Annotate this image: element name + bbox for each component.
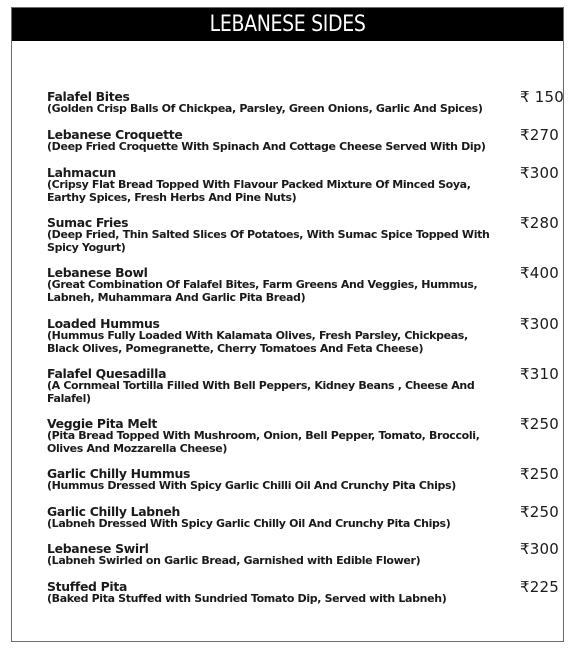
- menu-item-name: Garlic Chilly Labneh: [47, 504, 181, 519]
- menu-item-description: (Labneh Dressed With Spicy Garlic Chilly Oil And Crunchy Pita Chips): [47, 517, 451, 530]
- menu-header: [12, 8, 563, 41]
- menu-item-name: Lahmacun: [47, 165, 116, 180]
- menu-item-description: (Deep Fried Croquette With Spinach And Cottage Cheese Served With Dip): [47, 140, 486, 153]
- menu-item-description: (Hummus Fully Loaded With Kalamata Olives, Fresh Parsley, Chickpeas, Black Olives, Pomegranette, Cherry Tomatoes And Feta Cheese): [47, 329, 468, 355]
- menu-item-falafel-bites: [47, 88, 564, 116]
- menu-item-price: ₹280: [520, 214, 559, 232]
- menu-item-description: (Hummus Dressed With Spicy Garlic Chilli Oil And Crunchy Pita Chips): [47, 479, 456, 492]
- menu-item-name: Loaded Hummus: [47, 316, 160, 331]
- menu-item-loaded-hummus: [47, 315, 559, 355]
- menu-item-name: Lebanese Swirl: [47, 541, 149, 556]
- menu-item-stuffed-pita: [47, 578, 559, 606]
- menu-item-price: ₹400: [520, 264, 559, 282]
- menu-item-name: Sumac Fries: [47, 215, 129, 230]
- menu-item-veggie-pita-melt: [47, 415, 559, 455]
- menu-item-description: (Baked Pita Stuffed with Sundried Tomato Dip, Served with Labneh): [47, 592, 447, 605]
- menu-item-price: ₹300: [520, 540, 559, 558]
- menu-item-name: Falafel Quesadilla: [47, 366, 167, 381]
- menu-item-name: Stuffed Pita: [47, 579, 128, 594]
- menu-item-price: ₹250: [520, 465, 559, 483]
- menu-item-price: ₹250: [520, 415, 559, 433]
- menu-item-lebanese-swirl: [47, 540, 559, 568]
- menu-item-description: (A Cornmeal Tortilla Filled With Bell Peppers, Kidney Beans , Cheese And Falafel): [47, 379, 475, 405]
- menu-item-falafel-quesadilla: [47, 365, 559, 405]
- menu-item-garlic-chilly-hummus: [47, 465, 559, 493]
- menu-item-description: (Golden Crisp Balls Of Chickpea, Parsley, Green Onions, Garlic And Spices): [47, 102, 483, 115]
- menu-item-lebanese-croquette: [47, 126, 559, 154]
- menu-item-price: ₹ 150: [520, 88, 564, 106]
- menu-item-name: Garlic Chilly Hummus: [47, 466, 191, 481]
- menu-item-price: ₹250: [520, 503, 559, 521]
- menu-item-name: Lebanese Bowl: [47, 265, 148, 280]
- menu-item-name: Veggie Pita Melt: [47, 416, 158, 431]
- menu-title: LEBANESE SIDES: [209, 12, 366, 37]
- menu-item-price: ₹300: [520, 164, 559, 182]
- menu-item-price: ₹310: [520, 365, 559, 383]
- menu-item-price: ₹270: [520, 126, 559, 144]
- menu-item-name: Lebanese Croquette: [47, 127, 183, 142]
- menu-item-price: ₹300: [520, 315, 559, 333]
- menu-item-name: Falafel Bites: [47, 89, 130, 104]
- menu-item-lahmacun: [47, 164, 559, 204]
- menu-card: [11, 7, 564, 642]
- menu-item-description: (Labneh Swirled on Garlic Bread, Garnished with Edible Flower): [47, 554, 421, 567]
- menu-item-price: ₹225: [520, 578, 559, 596]
- menu-item-description: (Pita Bread Topped With Mushroom, Onion, Bell Pepper, Tomato, Broccoli, Olives And Mozzarella Cheese): [47, 429, 480, 455]
- menu-item-garlic-chilly-labneh: [47, 503, 559, 531]
- menu-item-description: (Deep Fried, Thin Salted Slices Of Potatoes, With Sumac Spice Topped With Spicy Yogurt): [47, 228, 490, 254]
- menu-item-lebanese-bowl: [47, 264, 559, 304]
- menu-item-description: (Great Combination Of Falafel Bites, Farm Greens And Veggies, Hummus, Labneh, Muhammara And Garlic Pita Bread): [47, 278, 478, 304]
- menu-item-sumac-fries: [47, 214, 559, 254]
- menu-item-description: (Cripsy Flat Bread Topped With Flavour Packed Mixture Of Minced Soya, Earthy Spices, Fresh Herbs And Pine Nuts): [47, 178, 471, 204]
